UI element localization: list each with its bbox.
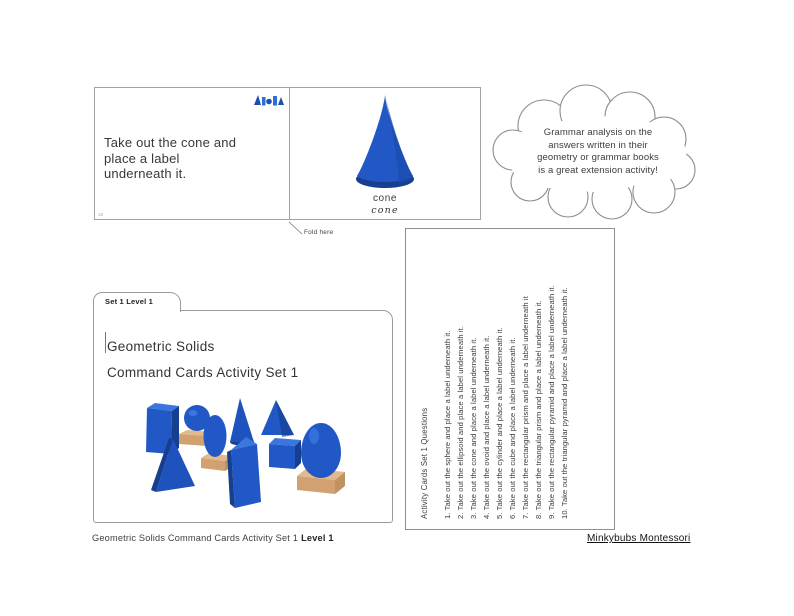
questions-title: Activity Cards Set 1 Questions: [420, 407, 429, 519]
cloud-line: answers written in their: [548, 139, 648, 151]
cone-panel: [290, 88, 480, 219]
fold-leader-line: [287, 221, 305, 236]
question-item: 2. Take out the ellipsoid and place a label underneath it.: [456, 325, 465, 519]
folder-tab-label: Set 1 Level 1: [105, 297, 154, 306]
mini-solids-icon: [251, 92, 285, 108]
brand-link[interactable]: Minkybubs Montessori: [587, 533, 691, 544]
cone-image: [354, 93, 416, 192]
fold-here-label: Fold here: [304, 229, 334, 236]
folder-title-line: Command Cards Activity Set 1: [107, 365, 299, 380]
question-item: 10. Take out the triangular pyramid and place a label underneath it.: [560, 287, 569, 519]
page-number: 18: [98, 212, 104, 217]
cone-label-print: cone: [372, 193, 398, 204]
question-item: 1. Take out the sphere and place a label underneath it.: [443, 330, 452, 519]
question-item: 5. Take out the cylinder and place a label underneath it.: [495, 327, 504, 519]
folder: [93, 310, 393, 523]
command-card: [94, 87, 481, 220]
cloud-text: [512, 127, 684, 177]
folder-tab: [93, 292, 181, 312]
instruction-line: place a label: [104, 150, 180, 166]
question-item: 3. Take out the cone and place a label underneath it.: [469, 337, 478, 519]
folder-title[interactable]: [107, 334, 298, 386]
cloud-note: [486, 84, 710, 220]
question-item: 7. Take out the rectangular prism and place a label underneath it: [521, 296, 530, 519]
text-cursor[interactable]: [105, 332, 106, 353]
question-item: 8. Take out the triangular prism and place a label underneath it.: [534, 300, 543, 519]
cone-label-cursive: cone: [371, 205, 399, 216]
questions-card: [405, 228, 615, 530]
geometric-solids-image: [109, 392, 389, 522]
footer-caption-level: Level 1: [301, 533, 334, 543]
cloud-line: is a great extension activity!: [538, 164, 658, 176]
question-item: 6. Take out the cube and place a label underneath it.: [508, 337, 517, 519]
question-item: 4. Take out the ovoid and place a label underneath it.: [482, 335, 491, 519]
question-item: 9. Take out the rectangular pyramid and place a label underneath it.: [547, 285, 556, 519]
footer-caption-text: Geometric Solids Command Cards Activity Set 1: [92, 533, 299, 543]
instruction-text: [104, 135, 236, 182]
cloud-line: Grammar analysis on the: [543, 127, 653, 138]
questions-card-content: [406, 229, 615, 530]
folder-title-line: Geometric Solids: [107, 339, 215, 354]
footer-caption: [92, 533, 334, 543]
instruction-line: Take out the cone and: [104, 135, 237, 150]
cloud-line: geometry or grammar books: [537, 152, 659, 163]
instruction-line: underneath it.: [104, 166, 187, 181]
